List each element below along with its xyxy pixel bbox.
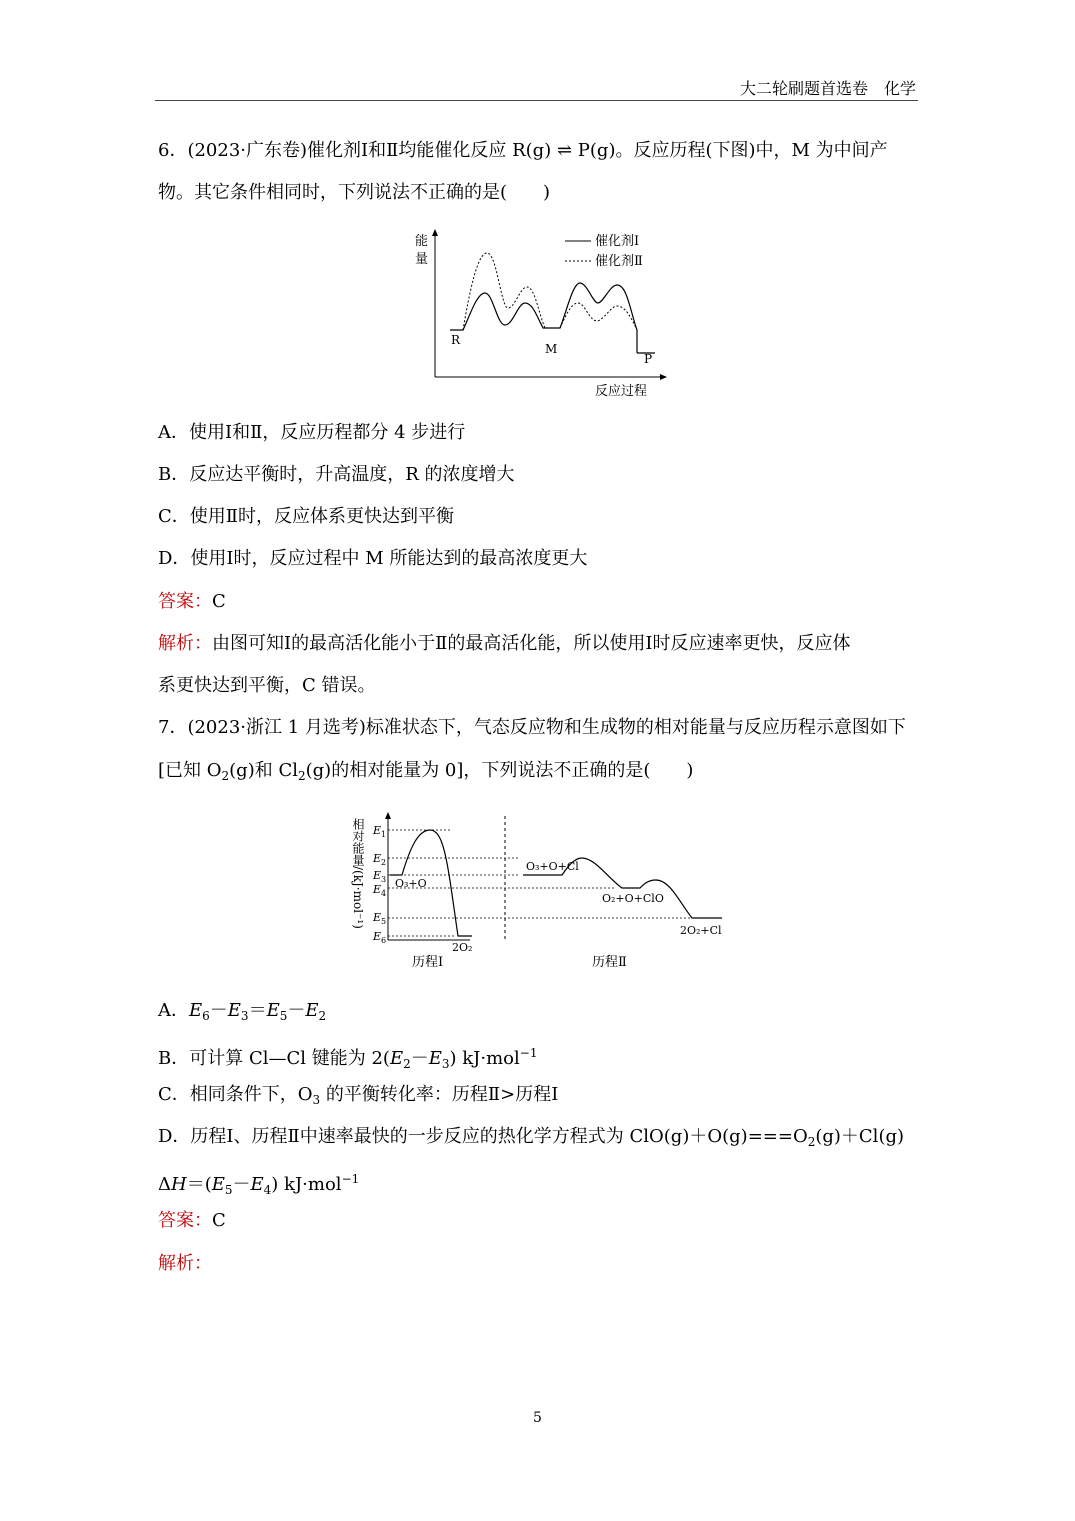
q7-a-prefix: A． xyxy=(158,1000,189,1021)
q7-label-e1: $E_1$ xyxy=(373,824,387,839)
q7-b-t1: E xyxy=(389,1048,404,1069)
q7-species-2o2: 2O₂ xyxy=(452,941,473,954)
q6-ylabel-2: 量 xyxy=(415,252,429,267)
q7-b-m1: － xyxy=(410,1048,429,1069)
q7-path2-label: 历程Ⅱ xyxy=(592,955,627,970)
q7-d2-eq: ＝( xyxy=(186,1174,212,1195)
q6-legend-2: 催化剂Ⅱ xyxy=(595,254,643,269)
q7-option-b xyxy=(158,1040,537,1077)
q7-analysis xyxy=(158,1251,212,1277)
q7-a-t4: E xyxy=(305,1000,319,1021)
q7-answer-label: 答案： xyxy=(158,1210,212,1231)
q7-stem2-b: 2 xyxy=(221,769,230,783)
q7-a-m1: － xyxy=(209,1000,228,1021)
q7-d-r1: O xyxy=(792,1126,808,1147)
q7-option-a xyxy=(158,998,326,1029)
q6-analysis-line2: 系更快达到平衡，C 错误。 xyxy=(158,675,376,696)
q7-a-t2: E xyxy=(227,1000,241,1021)
q6-label-P: P xyxy=(644,352,653,366)
q6-label-R: R xyxy=(451,333,461,347)
q7-option-d-line2 xyxy=(158,1166,359,1203)
q6-answer-value: C xyxy=(212,591,226,612)
q7-label-e2: $E_2$ xyxy=(373,852,387,867)
q6-stem-line1 xyxy=(158,138,888,164)
q6-answer xyxy=(158,589,226,615)
q7-stem2-d: 2 xyxy=(297,769,306,783)
q7-option-d-line1 xyxy=(158,1124,904,1155)
q7-b-sup: −1 xyxy=(519,1046,538,1060)
q7-species-o2oclo: O₂+O+ClO xyxy=(602,892,664,905)
q7-stem2-e: (g)的相对能量为 0]，下列说法不正确的是( ) xyxy=(305,760,694,781)
q7-d2-s2: 4 xyxy=(263,1183,272,1197)
q7-a-m3: － xyxy=(287,1000,306,1021)
q7-ylabel: 相对能量/(kJ·mol⁻¹) xyxy=(351,818,365,929)
q7-b-t2: E xyxy=(428,1048,442,1069)
q7-a-m2: ＝ xyxy=(248,1000,267,1021)
q7-c-sub: 3 xyxy=(312,1093,321,1107)
q7-b-s1: 2 xyxy=(403,1057,411,1071)
q6-stem-post: P(g)。反应历程(下图)中，M 为中间产 xyxy=(577,140,888,161)
q7-answer-value: C xyxy=(212,1210,226,1231)
q7-d2-end: ) kJ·mol xyxy=(271,1174,342,1195)
q7-path1-label: 历程Ⅰ xyxy=(412,955,444,970)
q6-analysis-label: 解析： xyxy=(158,633,212,654)
q7-d-rs: 2 xyxy=(807,1135,816,1149)
q7-energy-labels xyxy=(372,824,386,945)
q6-ylabel-1: 能 xyxy=(415,234,429,249)
q7-c-rest: 的平衡转化率：历程Ⅱ>历程Ⅰ xyxy=(320,1084,559,1105)
q7-a-s4: 2 xyxy=(318,1009,327,1023)
q7-a-s2: 3 xyxy=(240,1009,249,1023)
q7-c-prefix: C．相同条件下，O xyxy=(158,1084,313,1105)
q6-analysis-line1 xyxy=(158,631,850,657)
q7-b-end: ) kJ·mol xyxy=(449,1048,520,1069)
q7-stem-line1: 7．(2023·浙江 1 月选考)标准状态下，气态反应物和生成物的相对能量与反应历程示意图如下 xyxy=(158,717,906,738)
q6-option-d: D．使用Ⅰ时，反应过程中 M 所能达到的最高浓度更大 xyxy=(158,548,588,569)
q7-d-eq: === xyxy=(747,1126,793,1147)
q7-d2-s1: 5 xyxy=(224,1183,233,1197)
q7-answer xyxy=(158,1208,226,1234)
q7-label-e5: $E_5$ xyxy=(373,911,387,926)
q6-option-b: B．反应达平衡时，升高温度，R 的浓度增大 xyxy=(158,464,515,485)
q6-option-c: C．使用Ⅱ时，反应体系更快达到平衡 xyxy=(158,506,455,527)
q7-d-r2: (g)＋Cl(g) xyxy=(815,1126,905,1147)
q7-d2-t2: E xyxy=(250,1174,264,1195)
q7-stem2-a: [已知 O xyxy=(158,760,222,781)
q6-label-M: M xyxy=(545,342,558,356)
q7-stem-line2 xyxy=(158,758,693,789)
page-number: 5 xyxy=(533,1410,542,1426)
q6-x-arrow-icon xyxy=(660,374,667,380)
q7-species-o3ocl: O₃+O+Cl xyxy=(526,860,579,873)
q6-xlabel: 反应过程 xyxy=(595,384,648,399)
q7-option-c xyxy=(158,1082,558,1113)
q7-y-arrow-icon xyxy=(385,812,391,819)
header-title: 大二轮刷题首选卷 化学 xyxy=(739,79,916,98)
q7-label-e3: $E_3$ xyxy=(373,869,387,884)
q6-answer-label: 答案： xyxy=(158,591,212,612)
q7-b-prefix: B．可计算 Cl—Cl 键能为 2( xyxy=(158,1048,390,1069)
q6-energy-diagram xyxy=(405,225,675,405)
q7-species-2o2cl: 2O₂+Cl xyxy=(680,924,722,937)
q6-option-a: A．使用Ⅰ和Ⅱ，反应历程都分 4 步进行 xyxy=(158,422,466,443)
q7-analysis-label: 解析： xyxy=(158,1253,212,1274)
q7-label-e6: $E_6$ xyxy=(373,930,387,945)
q7-species-o3o: O₃+O xyxy=(395,877,427,890)
q7-a-s3: 5 xyxy=(279,1009,288,1023)
q7-d2-h: H xyxy=(171,1174,187,1195)
q6-stem-pre: 6．(2023·广东卷)催化剂Ⅰ和Ⅱ均能催化反应 R(g) xyxy=(158,140,552,161)
page-header xyxy=(155,76,918,101)
q7-label-e4: $E_4$ xyxy=(373,883,387,898)
q6-analysis-text1: 由图可知Ⅰ的最高活化能小于Ⅱ的最高活化能，所以使用Ⅰ时反应速率更快，反应体 xyxy=(212,633,851,654)
q7-a-t1: E xyxy=(189,1000,203,1021)
q6-legend-1: 催化剂Ⅰ xyxy=(595,234,640,249)
q7-a-t3: E xyxy=(266,1000,280,1021)
q7-energy-diagram xyxy=(340,808,730,978)
q7-d-prefix: D．历程Ⅰ、历程Ⅱ中速率最快的一步反应的热化学方程式为 ClO(g)＋O(g) xyxy=(158,1126,748,1147)
q7-d2-delta: Δ xyxy=(158,1174,171,1195)
q6-y-arrow-icon xyxy=(432,229,438,236)
q6-stem-line2: 物。其它条件相同时，下列说法不正确的是( ) xyxy=(158,182,551,203)
q7-a-s1: 6 xyxy=(202,1009,210,1023)
q7-d2-sup: −1 xyxy=(341,1172,360,1186)
q7-d2-m1: － xyxy=(232,1174,251,1195)
q7-stem2-c: (g)和 Cl xyxy=(229,760,298,781)
q7-d2-t1: E xyxy=(211,1174,225,1195)
q7-b-s2: 3 xyxy=(441,1057,450,1071)
equilibrium-arrow-icon: ⇌ xyxy=(556,140,573,161)
q6-curve-catalyst-1 xyxy=(450,283,637,353)
